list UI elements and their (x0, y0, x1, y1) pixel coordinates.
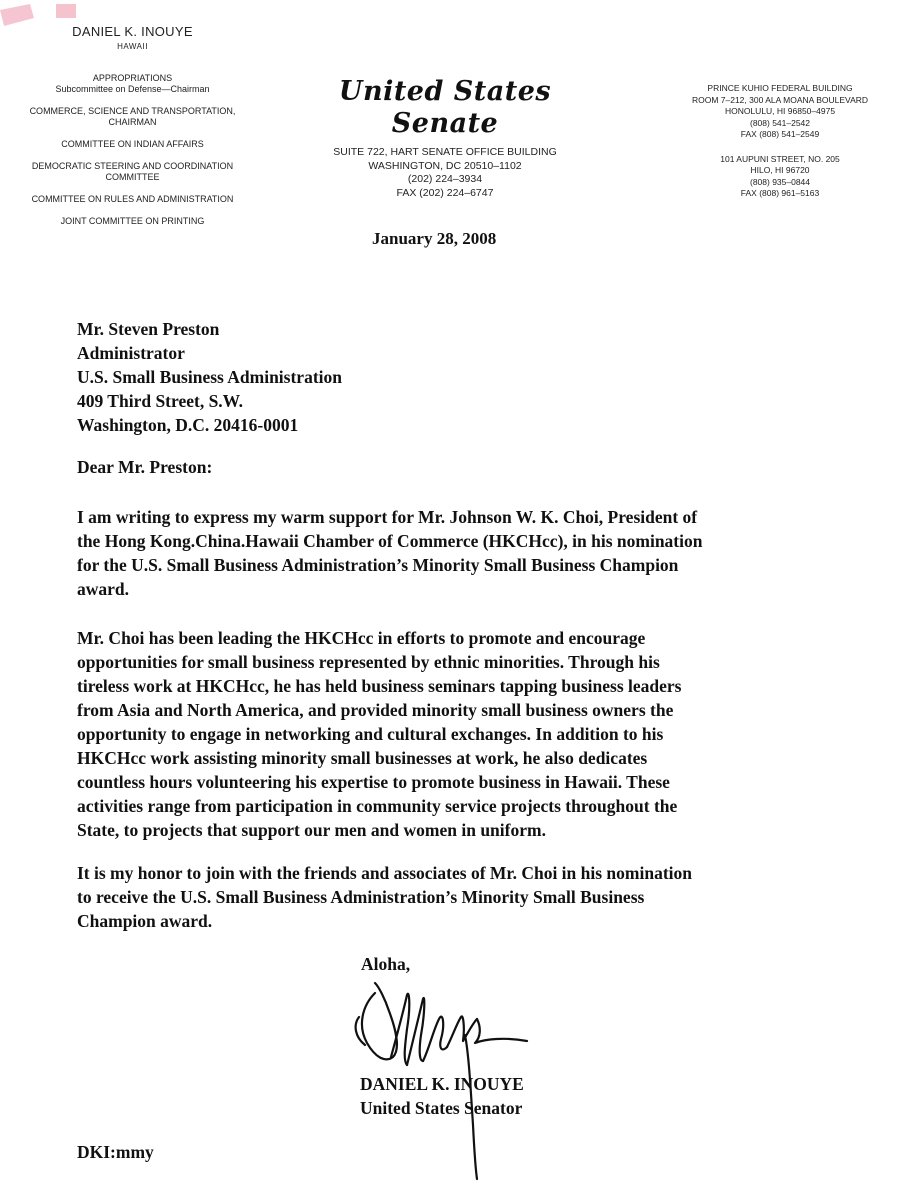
letterhead-right (660, 83, 900, 200)
honolulu-office-address: PRINCE KUHIO FEDERAL BUILDING ROOM 7–212, 300 ALA MOANA BOULEVARD HONOLULU, HI 96850–4975 (808) 541–2542 FAX (808) 541–2549 (691, 83, 869, 139)
paragraph-3: It is my honor to join with the friends and associates of Mr. Choi in his nomination to receive the U.S. Small Business Administration’s Minority Small Business Champion award. (77, 863, 693, 931)
hilo-office-address: 101 AUPUNI STREET, NO. 205 HILO, HI 96720 (808) 935–0844 FAX (808) 961–5163 (720, 153, 840, 198)
paragraph-2: Mr. Choi has been leading the HKCHcc in efforts to promote and encourage opportunities for small business represented by ethnic minorities. Through his tireless work at HKCHcc, he has held business seminars tapping business leaders from Asia and North America, and provided minority small business owners the opportunity to engage in networking and cultural exchanges. In addition to his HKCHcc work assisting minority small businesses at work, he also dedicates countless hours volunteering his expertise to promote business in Hawaii. These activities range from participation in community service projects throughout the State, to projects that support our men and women in uniform. (77, 628, 682, 840)
senate-title: United States Senate (338, 76, 552, 139)
letter-date: January 28, 2008 (372, 229, 497, 248)
senator-state: HAWAII (117, 42, 148, 51)
senator-name: DANIEL K. INOUYE (72, 24, 193, 39)
recipient-address: Mr. Steven Preston Administrator U.S. Small Business Administration 409 Third Street, S.W. Washington, D.C. 20416-0001 (77, 319, 342, 435)
committee-item: JOINT COMMITTEE ON PRINTING (60, 216, 205, 226)
closing: Aloha, (361, 954, 411, 974)
committee-item: COMMITTEE ON INDIAN AFFAIRS (61, 139, 204, 149)
salutation: Dear Mr. Preston: (77, 457, 213, 477)
committee-list (20, 73, 245, 227)
committee-item: COMMERCE, SCIENCE AND TRANSPORTATION, CHAIRMAN (29, 106, 236, 127)
committee-item: APPROPRIATIONS Subcommittee on Defense—Chairman (55, 73, 210, 94)
letterhead-left (20, 24, 245, 238)
reference-initials: DKI:mmy (77, 1142, 154, 1162)
paragraph-1: I am writing to express my warm support for Mr. Johnson W. K. Choi, President of the Hong Kong.China.Hawaii Chamber of Commerce (HKCHcc), in his nomination for the U.S. Small Business Administration’s Minority Small Business Champion award. (77, 507, 703, 599)
committee-item: DEMOCRATIC STEERING AND COORDINATION COMMITTEE (31, 161, 234, 182)
committee-item: COMMITTEE ON RULES AND ADMINISTRATION (31, 194, 234, 204)
letterhead-center (300, 76, 590, 200)
signer-name: DANIEL K. INOUYE (360, 1074, 524, 1094)
signer-title: United States Senator (360, 1098, 523, 1118)
dc-office-address: SUITE 722, HART SENATE OFFICE BUILDING WASHINGTON, DC 20510–1102 (202) 224–3934 FAX (202) 224–6747 (333, 146, 557, 199)
